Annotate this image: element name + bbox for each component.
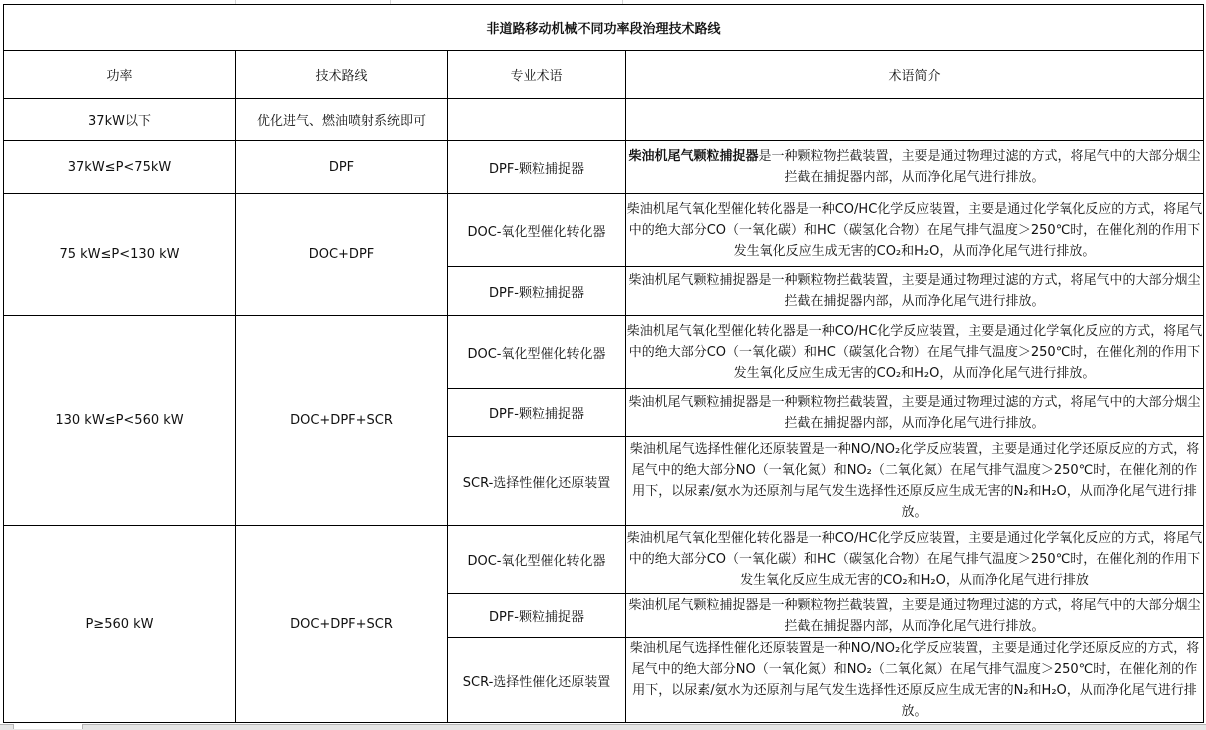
- route-cell[interactable]: DPF: [236, 141, 448, 194]
- header-power[interactable]: 功率: [4, 51, 236, 99]
- table-row: [4, 194, 1204, 267]
- term-cell[interactable]: DOC-氧化型催化转化器: [448, 526, 626, 594]
- term-cell[interactable]: DPF-颗粒捕捉器: [448, 141, 626, 194]
- power-cell[interactable]: 75 kW≤P<130 kW: [4, 194, 236, 316]
- sheet-tab[interactable]: [13, 724, 83, 729]
- tech-route-table: [3, 4, 1204, 723]
- header-row: [4, 51, 1204, 99]
- term-cell[interactable]: DPF-颗粒捕捉器: [448, 389, 626, 437]
- desc-cell[interactable]: 柴油机尾气氧化型催化转化器是一种CO/HC化学反应装置，主要是通过化学氧化反应的方式，将尾气中的绝大部分CO（一氧化碳）和HC（碳氢化合物）在尾气排气温度＞250℃时，在催化剂的作用下发生氧化反应生成无害的CO₂和H₂O，从而净化尾气进行排放。: [626, 194, 1204, 267]
- desc-cell[interactable]: 柴油机尾气选择性催化还原装置是一种NO/NO₂化学反应装置，主要是通过化学还原反应的方式，将尾气中的绝大部分NO（一氧化氮）和NO₂（二氧化氮）在尾气排气温度＞250℃时，在催化剂的作用下，以尿素/氨水为还原剂与尾气发生选择性还原反应生成无害的N₂和H₂O，从而净化尾气进行排放。: [626, 437, 1204, 526]
- desc-cell[interactable]: 柴油机尾气颗粒捕捉器是一种颗粒物拦截装置，主要是通过物理过滤的方式，将尾气中的大部分烟尘拦截在捕捉器内部，从而净化尾气进行排放。: [626, 267, 1204, 316]
- power-cell[interactable]: 130 kW≤P<560 kW: [4, 316, 236, 526]
- term-cell[interactable]: DPF-颗粒捕捉器: [448, 594, 626, 638]
- power-cell[interactable]: 37kW以下: [4, 99, 236, 141]
- desc-cell[interactable]: 柴油机尾气颗粒捕捉器是一种颗粒物拦截装置，主要是通过物理过滤的方式，将尾气中的大部分烟尘拦截在捕捉器内部，从而净化尾气进行排放。: [626, 594, 1204, 638]
- table-title[interactable]: 非道路移动机械不同功率段治理技术路线: [4, 5, 1204, 51]
- desc-cell[interactable]: 柴油机尾气氧化型催化转化器是一种CO/HC化学反应装置，主要是通过化学氧化反应的方式，将尾气中的绝大部分CO（一氧化碳）和HC（碳氢化合物）在尾气排气温度＞250℃时，在催化剂的作用下发生氧化反应生成无害的CO₂和H₂O，从而净化尾气进行排放。: [626, 316, 1204, 389]
- power-cell[interactable]: 37kW≤P<75kW: [4, 141, 236, 194]
- header-route[interactable]: 技术路线: [236, 51, 448, 99]
- table-row: [4, 141, 1204, 194]
- desc-cell[interactable]: [626, 99, 1204, 141]
- term-cell[interactable]: DOC-氧化型催化转化器: [448, 316, 626, 389]
- term-cell[interactable]: SCR-选择性催化还原装置: [448, 638, 626, 723]
- route-cell[interactable]: DOC+DPF: [236, 194, 448, 316]
- route-cell[interactable]: DOC+DPF+SCR: [236, 526, 448, 723]
- desc-text: 是一种颗粒物拦截装置，主要是通过物理过滤的方式，将尾气中的大部分烟尘拦截在捕捉器内部，从而净化尾气进行排放。: [758, 149, 1201, 185]
- desc-bold-term: 柴油机尾气颗粒捕捉器: [628, 149, 759, 164]
- term-cell[interactable]: DOC-氧化型催化转化器: [448, 194, 626, 267]
- term-cell[interactable]: [448, 99, 626, 141]
- route-cell[interactable]: DOC+DPF+SCR: [236, 316, 448, 526]
- desc-cell[interactable]: [626, 141, 1204, 194]
- power-cell[interactable]: P≥560 kW: [4, 526, 236, 723]
- term-cell[interactable]: SCR-选择性催化还原装置: [448, 437, 626, 526]
- desc-cell[interactable]: 柴油机尾气氧化型催化转化器是一种CO/HC化学反应装置，主要是通过化学氧化反应的方式，将尾气中的绝大部分CO（一氧化碳）和HC（碳氢化合物）在尾气排气温度＞250℃时，在催化剂的作用下发生氧化反应生成无害的CO₂和H₂O，从而净化尾气进行排放: [626, 526, 1204, 594]
- header-desc[interactable]: 术语简介: [626, 51, 1204, 99]
- desc-cell[interactable]: 柴油机尾气选择性催化还原装置是一种NO/NO₂化学反应装置，主要是通过化学还原反应的方式，将尾气中的绝大部分NO（一氧化氮）和NO₂（二氧化氮）在尾气排气温度＞250℃时，在催化剂的作用下，以尿素/氨水为还原剂与尾气发生选择性还原反应生成无害的N₂和H₂O，从而净化尾气进行排放。: [626, 638, 1204, 723]
- table-row: [4, 99, 1204, 141]
- header-term[interactable]: 专业术语: [448, 51, 626, 99]
- table-row: [4, 316, 1204, 389]
- title-row: [4, 5, 1204, 51]
- term-cell[interactable]: DPF-颗粒捕捉器: [448, 267, 626, 316]
- sheet-tab-bar: [0, 724, 1206, 730]
- table-row: [4, 526, 1204, 594]
- desc-cell[interactable]: 柴油机尾气颗粒捕捉器是一种颗粒物拦截装置，主要是通过物理过滤的方式，将尾气中的大部分烟尘拦截在捕捉器内部，从而净化尾气进行排放。: [626, 389, 1204, 437]
- route-cell[interactable]: 优化进气、燃油喷射系统即可: [236, 99, 448, 141]
